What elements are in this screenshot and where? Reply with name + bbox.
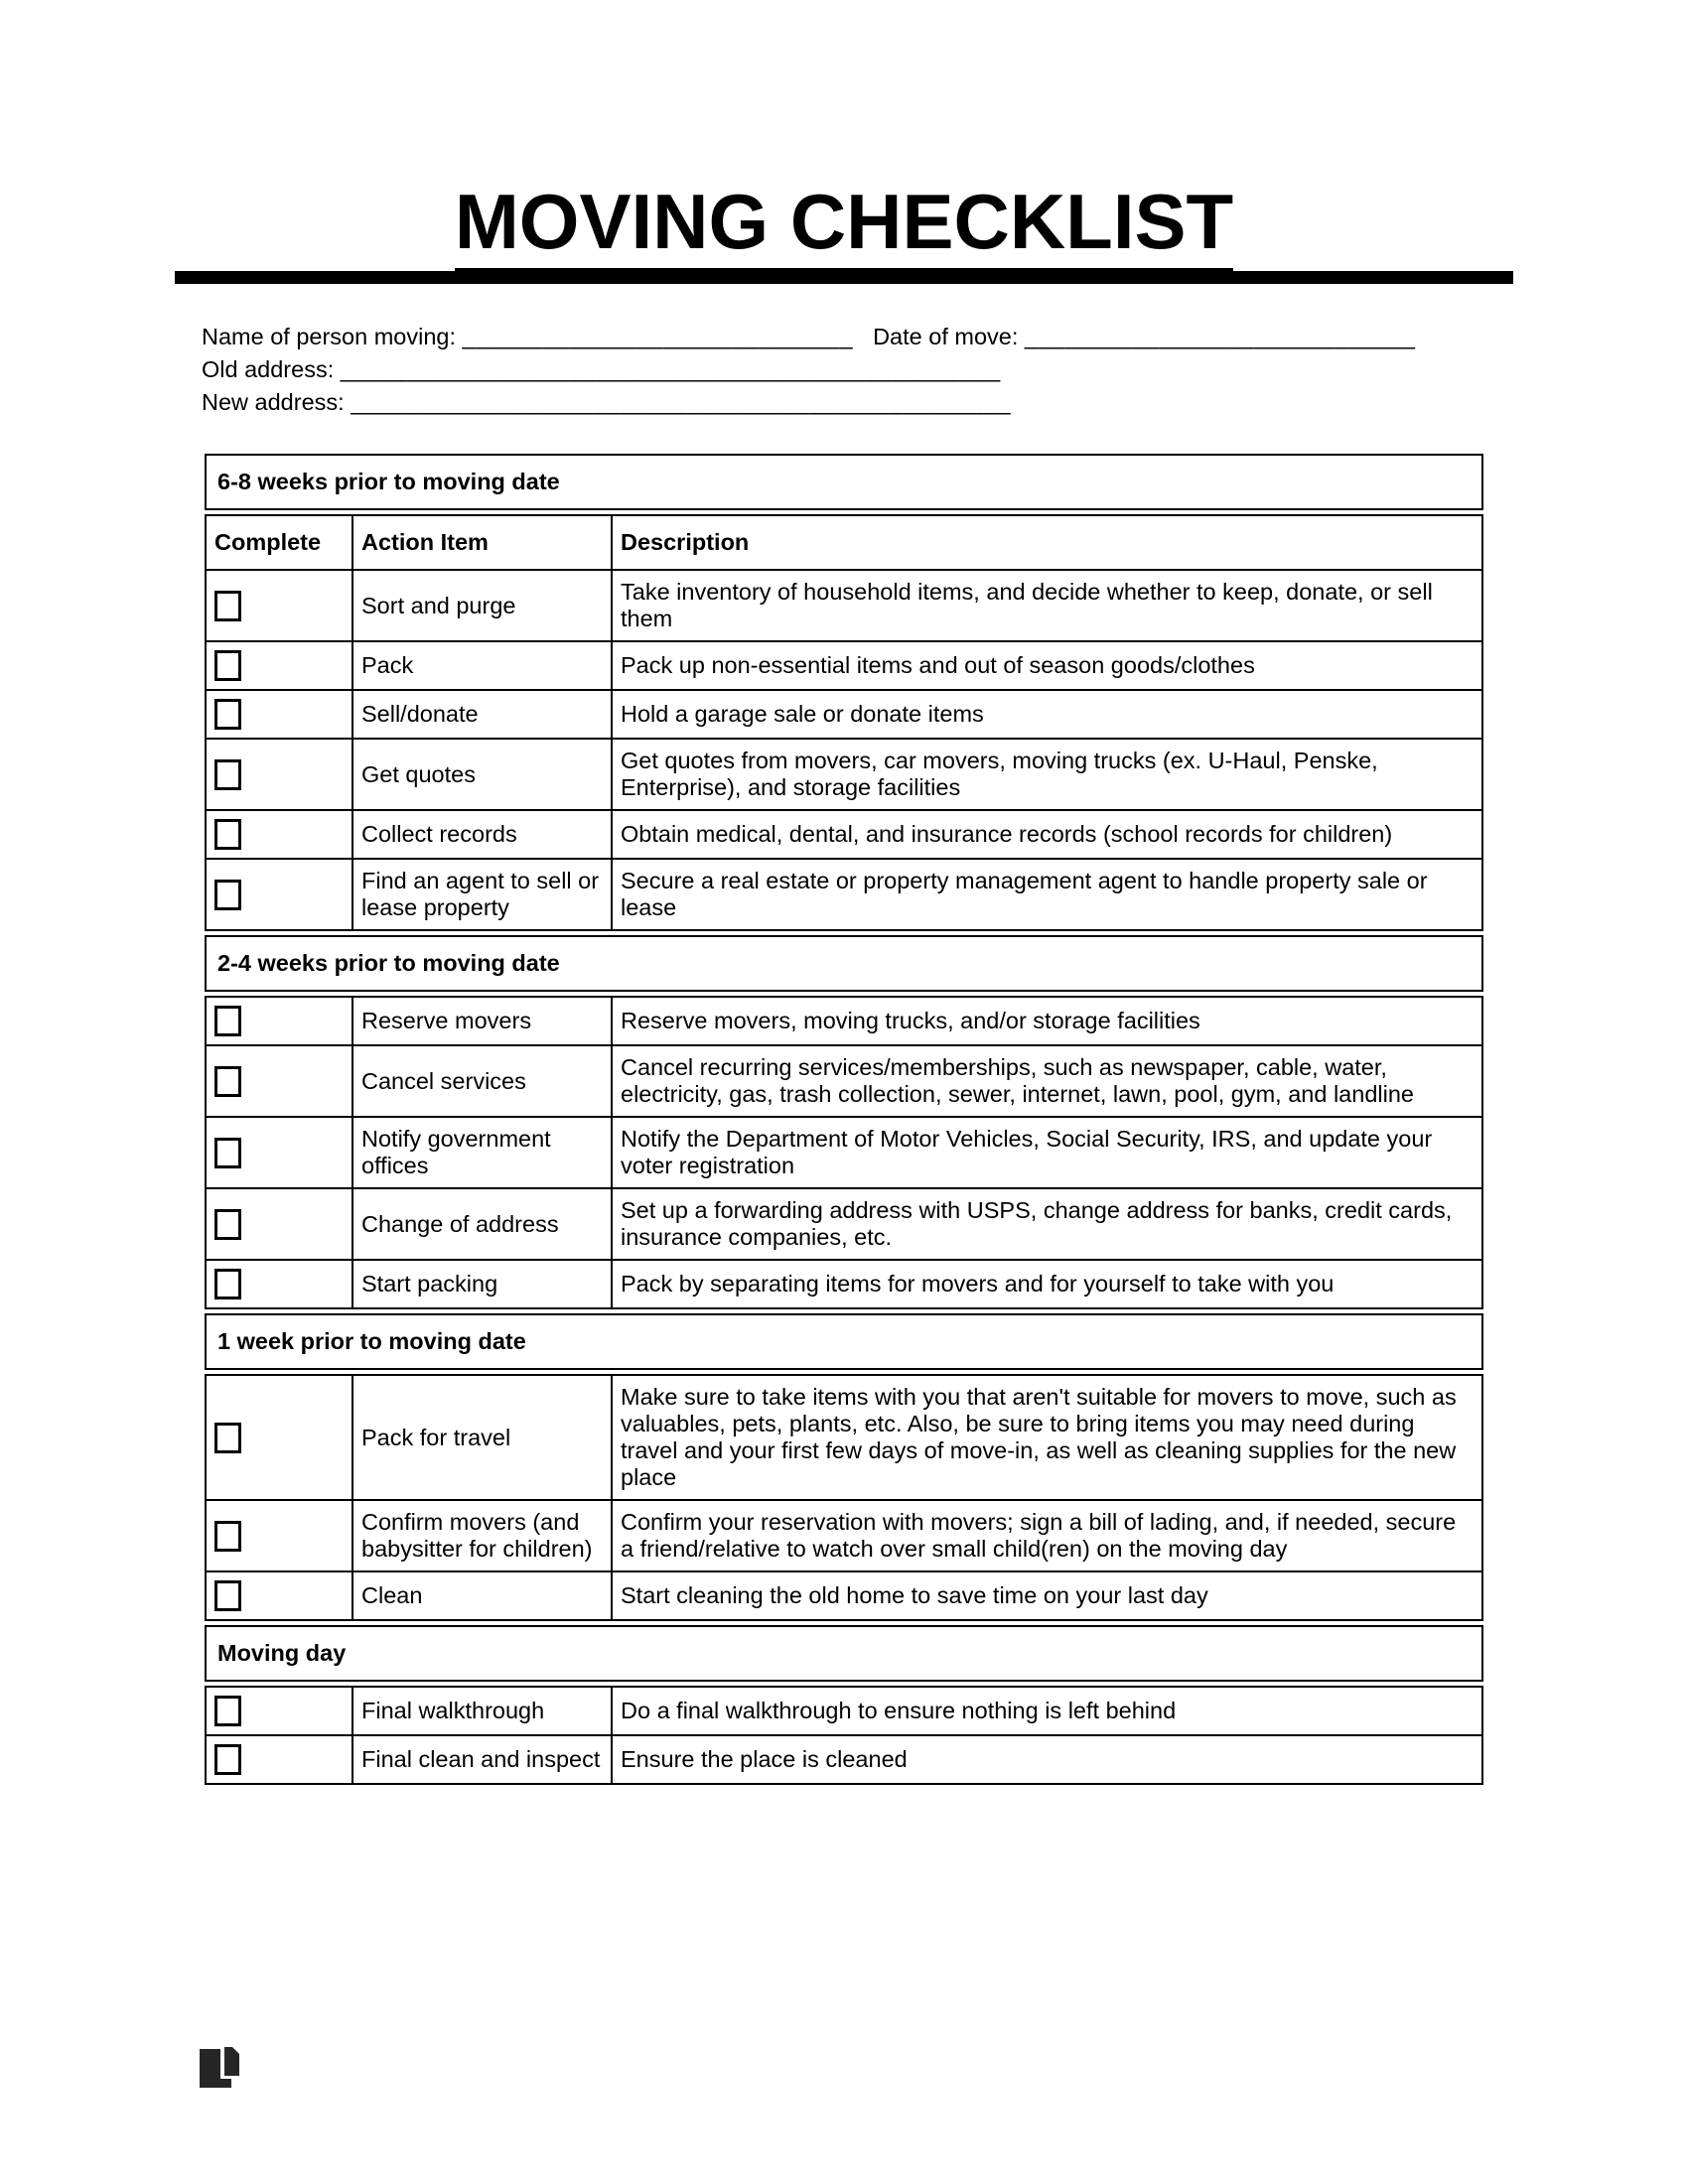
description-cell: Secure a real estate or property management agent to handle property sale or lease	[612, 859, 1482, 930]
checklist-row	[206, 739, 1482, 810]
complete-cell	[206, 1500, 352, 1571]
section-table	[205, 1374, 1483, 1621]
checklist-section	[205, 1313, 1483, 1621]
section-header	[205, 1625, 1483, 1682]
action-item-cell: Sell/donate	[352, 690, 612, 739]
checklist	[205, 454, 1483, 1785]
description-cell: Reserve movers, moving trucks, and/or storage facilities	[612, 997, 1482, 1045]
checklist-row	[206, 1188, 1482, 1260]
complete-checkbox[interactable]	[214, 880, 241, 910]
complete-cell	[206, 859, 352, 930]
action-item-cell: Collect records	[352, 810, 612, 859]
checklist-row	[206, 1735, 1482, 1784]
name-of-person-label: Name of person moving:	[202, 324, 457, 349]
complete-cell	[206, 1735, 352, 1784]
description-cell: Do a final walkthrough to ensure nothing is left behind	[612, 1687, 1482, 1735]
section-header	[205, 935, 1483, 992]
action-item-cell: Clean	[352, 1571, 612, 1620]
checklist-section	[205, 454, 1483, 931]
description-cell: Start cleaning the old home to save time on your last day	[612, 1571, 1482, 1620]
action-item-cell: Start packing	[352, 1260, 612, 1308]
section-header	[205, 1313, 1483, 1370]
complete-cell	[206, 1571, 352, 1620]
section-table	[205, 996, 1483, 1309]
column-header-row	[206, 515, 1482, 570]
checklist-row	[206, 1117, 1482, 1188]
checklist-row	[206, 1687, 1482, 1735]
checklist-row	[206, 641, 1482, 690]
complete-cell	[206, 810, 352, 859]
action-item-cell: Change of address	[352, 1188, 612, 1260]
complete-checkbox[interactable]	[214, 819, 241, 850]
legal-templates-logo-icon	[198, 2046, 240, 2089]
section-title: Moving day	[217, 1640, 347, 1666]
checklist-row	[206, 1571, 1482, 1620]
new-address-label: New address:	[202, 389, 345, 415]
description-cell: Obtain medical, dental, and insurance records (school records for children)	[612, 810, 1482, 859]
action-item-cell: Final walkthrough	[352, 1687, 612, 1735]
complete-cell	[206, 1687, 352, 1735]
description-cell: Pack by separating items for movers and for yourself to take with you	[612, 1260, 1482, 1308]
description-cell: Hold a garage sale or donate items	[612, 690, 1482, 739]
complete-checkbox[interactable]	[214, 1423, 241, 1453]
complete-cell	[206, 1188, 352, 1260]
complete-checkbox[interactable]	[214, 1209, 241, 1240]
date-of-move-blank[interactable]: _____________________________	[1024, 324, 1416, 349]
action-item-cell: Notify government offices	[352, 1117, 612, 1188]
old-address-label: Old address:	[202, 356, 335, 382]
section-title: 1 week prior to moving date	[217, 1328, 526, 1354]
column-header-action-item: Action Item	[352, 515, 612, 570]
complete-cell	[206, 1375, 352, 1500]
checklist-row	[206, 1045, 1482, 1117]
action-item-cell: Cancel services	[352, 1045, 612, 1117]
action-item-cell: Get quotes	[352, 739, 612, 810]
complete-checkbox[interactable]	[214, 1138, 241, 1168]
column-header-description: Description	[612, 515, 1482, 570]
description-cell: Get quotes from movers, car movers, moving trucks (ex. U-Haul, Penske, Enterprise), and storage facilities	[612, 739, 1482, 810]
complete-checkbox[interactable]	[214, 1696, 241, 1726]
action-item-cell: Pack for travel	[352, 1375, 612, 1500]
action-item-cell: Find an agent to sell or lease property	[352, 859, 612, 930]
checklist-section	[205, 935, 1483, 1309]
section-table	[205, 514, 1483, 931]
new-address-blank[interactable]: _________________________________________________	[351, 389, 1012, 415]
description-cell: Make sure to take items with you that aren't suitable for movers to move, such as valuables, pets, plants, etc. Also, be sure to bring items you may need during travel and your first few days of move-in, as well as cleaning supplies for the new place	[612, 1375, 1482, 1500]
date-of-move-label: Date of move:	[873, 324, 1019, 349]
complete-checkbox[interactable]	[214, 1580, 241, 1611]
name-of-person-blank[interactable]: _____________________________	[462, 324, 854, 349]
action-item-cell: Reserve movers	[352, 997, 612, 1045]
section-table	[205, 1686, 1483, 1785]
section-header	[205, 454, 1483, 510]
complete-checkbox[interactable]	[214, 1066, 241, 1097]
complete-cell	[206, 570, 352, 641]
checklist-row	[206, 1500, 1482, 1571]
checklist-section	[205, 1625, 1483, 1785]
description-cell: Set up a forwarding address with USPS, change address for banks, credit cards, insurance companies, etc.	[612, 1188, 1482, 1260]
complete-checkbox[interactable]	[214, 759, 241, 790]
checklist-row	[206, 570, 1482, 641]
checklist-row	[206, 1260, 1482, 1308]
description-cell: Notify the Department of Motor Vehicles, Social Security, IRS, and update your voter registration	[612, 1117, 1482, 1188]
column-header-complete: Complete	[206, 515, 352, 570]
complete-cell	[206, 739, 352, 810]
new-address-line	[202, 386, 1484, 419]
complete-cell	[206, 1045, 352, 1117]
complete-checkbox[interactable]	[214, 1269, 241, 1299]
checklist-row	[206, 1375, 1482, 1500]
section-title: 2-4 weeks prior to moving date	[217, 950, 560, 976]
complete-checkbox[interactable]	[214, 591, 241, 621]
checklist-row	[206, 690, 1482, 739]
complete-checkbox[interactable]	[214, 1744, 241, 1775]
checklist-row	[206, 859, 1482, 930]
checklist-row	[206, 810, 1482, 859]
old-address-blank[interactable]: _________________________________________________	[340, 356, 1001, 382]
action-item-cell: Final clean and inspect	[352, 1735, 612, 1784]
section-title: 6-8 weeks prior to moving date	[217, 469, 560, 494]
complete-checkbox[interactable]	[214, 1006, 241, 1036]
complete-checkbox[interactable]	[214, 650, 241, 681]
action-item-cell: Sort and purge	[352, 570, 612, 641]
name-and-date-line	[202, 321, 1484, 353]
page-title: MOVING CHECKLIST	[0, 0, 1688, 260]
complete-cell	[206, 1117, 352, 1188]
complete-checkbox[interactable]	[214, 1521, 241, 1552]
old-address-line	[202, 353, 1484, 386]
action-item-cell: Pack	[352, 641, 612, 690]
complete-cell	[206, 1260, 352, 1308]
checklist-row	[206, 997, 1482, 1045]
complete-cell	[206, 641, 352, 690]
description-cell: Confirm your reservation with movers; sign a bill of lading, and, if needed, secure a friend/relative to watch over small child(ren) on the moving day	[612, 1500, 1482, 1571]
description-cell: Ensure the place is cleaned	[612, 1735, 1482, 1784]
description-cell: Take inventory of household items, and decide whether to keep, donate, or sell them	[612, 570, 1482, 641]
action-item-cell: Confirm movers (and babysitter for children)	[352, 1500, 612, 1571]
complete-checkbox[interactable]	[214, 699, 241, 730]
intro-form	[202, 321, 1484, 419]
complete-cell	[206, 690, 352, 739]
description-cell: Cancel recurring services/memberships, such as newspaper, cable, water, electricity, gas, trash collection, sewer, internet, lawn, pool, gym, and landline	[612, 1045, 1482, 1117]
description-cell: Pack up non-essential items and out of season goods/clothes	[612, 641, 1482, 690]
complete-cell	[206, 997, 352, 1045]
